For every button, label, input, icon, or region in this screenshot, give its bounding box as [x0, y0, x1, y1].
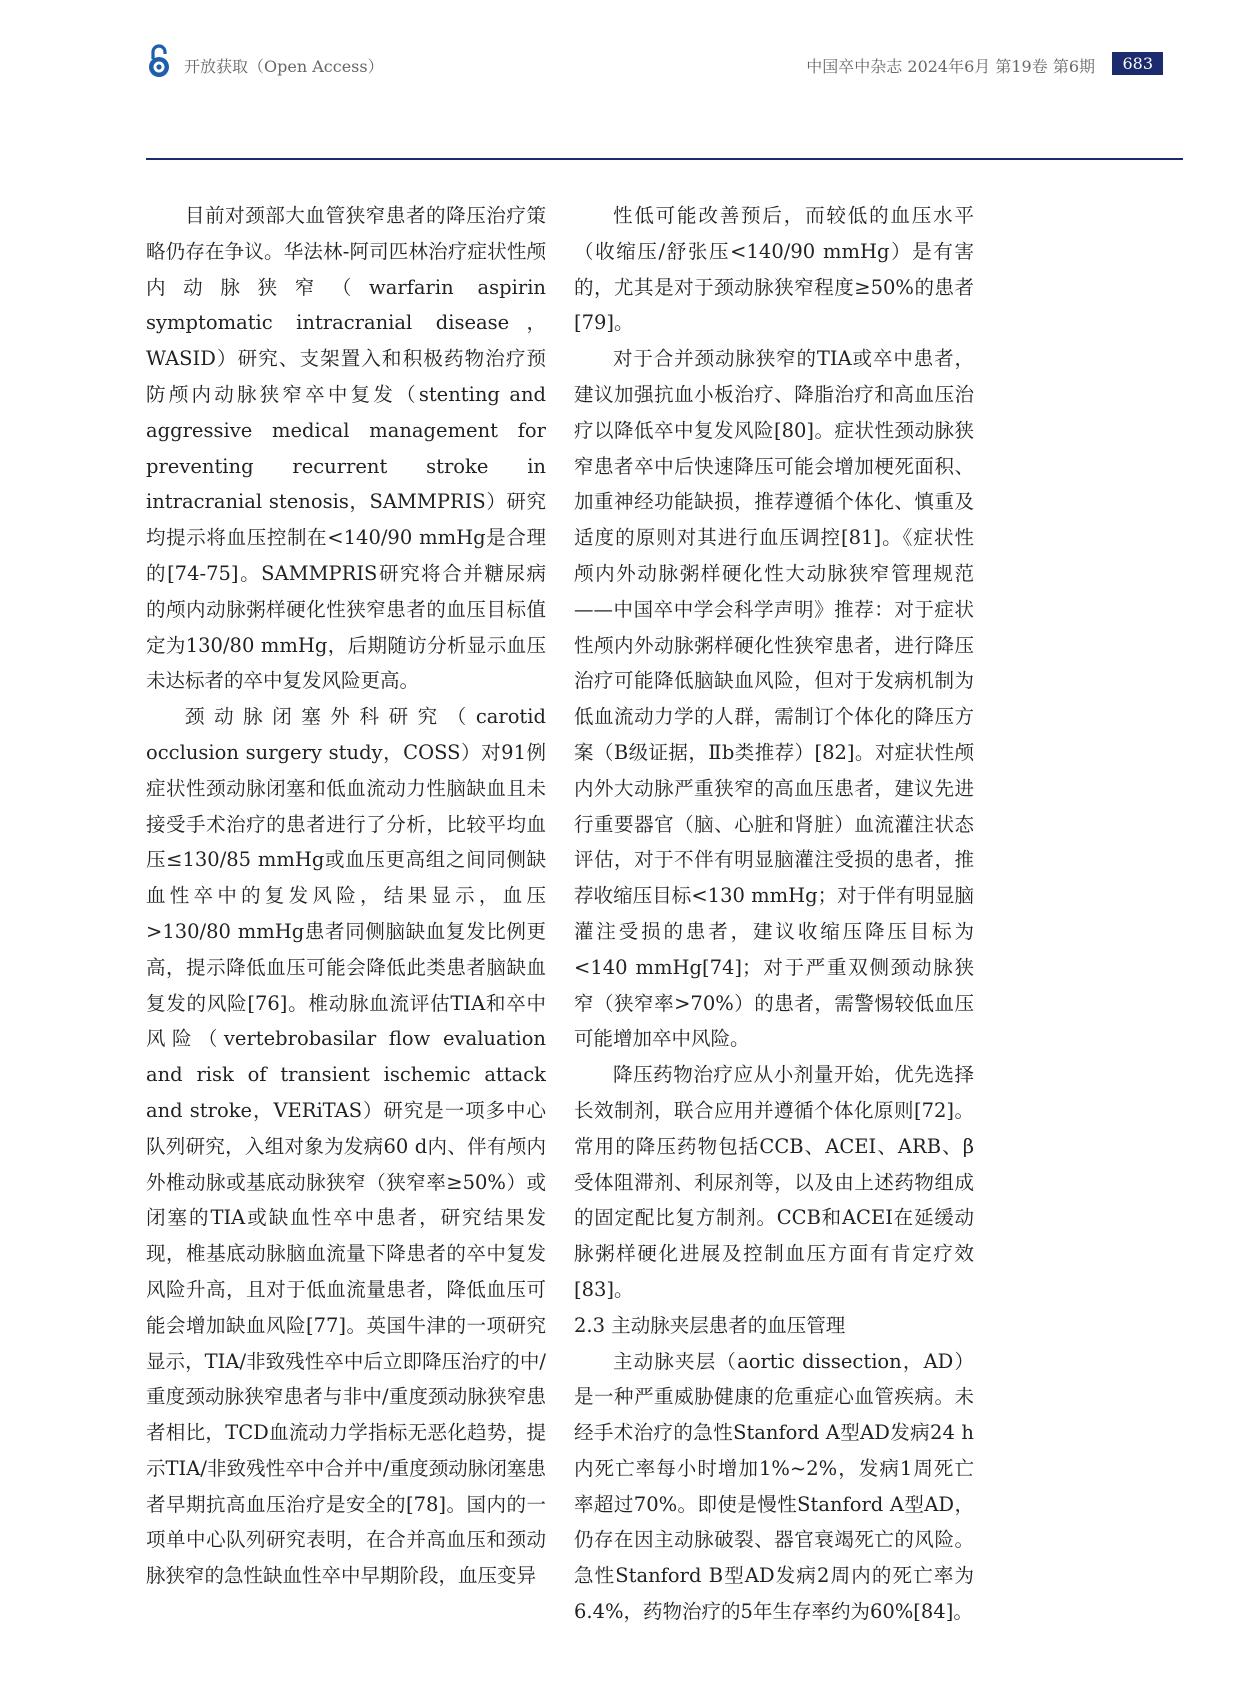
paragraph: 颈动脉闭塞外科研究（carotid occlusion surgery study，COSS）对91例症状性颈动脉闭塞和低血流动力性脑缺血且未接受手术治疗的患者进行了分析，比较平均血压≤130/85 mmHg或血压更高组之间同侧缺血性卒中的复发风险，结果显示，血压>130/80 mmHg患者同侧脑缺血复发比例更高，提示降低血压可能会降低此类患者脑缺血复发的风险[76]。椎动脉血流评估TIA和卒中风险（vertebrobasilar flow evaluation and risk of transient ischemic attack and stroke，VERiTAS）研究是一项多中心队列研究，入组对象为发病60 d内、伴有颅内外椎动脉或基底动脉狭窄（狭窄率≥50%）或闭塞的TIA或缺血性卒中患者，研究结果发现，椎基底动脉脑血流量下降患者的卒中复发风险升高，且对于低血流量患者，降低血压可能会增加缺血风险[77]。英国牛津的一项研究显示，TIA/非致残性卒中后立即降压治疗的中/重度颈动脉狭窄患者与非中/重度颈动脉狭窄患者相比，TCD血流动力学指标无恶化趋势，提示TIA/非致残性卒中合并中/重度颈动脉闭塞患者早期抗高血压治疗是安全的[78]。国内的一项单中心队列研究表明，在合并高血压和颈动脉狭窄的急性缺血性卒中早期阶段，血压变异 — [146, 705, 546, 1588]
left-column — [146, 198, 546, 1594]
right-column — [574, 198, 974, 1630]
open-access-label: 开放获取（Open Access） — [184, 57, 384, 76]
open-access-icon — [146, 43, 172, 79]
paragraph: 目前对颈部大血管狭窄患者的降压治疗策略仍存在争议。华法林-阿司匹林治疗症状性颅内动脉狭窄（warfarin aspirin symptomatic intracranial disease，WASID）研究、支架置入和积极药物治疗预防颅内动脉狭窄卒中复发（stenting and aggressive medical management for preventing recurrent stroke in intracranial stenosis，SAMMPRIS）研究均提示将血压控制在<140/90 mmHg是合理的[74-75]。SAMMPRIS研究将合并糖尿病的颅内动脉粥样硬化性狭窄患者的血压目标值定为130/80 mmHg，后期随访分析显示血压未达标者的卒中复发风险更高。 — [146, 204, 546, 693]
page-header — [0, 0, 1241, 100]
paragraph: 主动脉夹层（aortic dissection，AD）是一种严重威胁健康的危重症心血管疾病。未经手术治疗的急性Stanford A型AD发病24 h内死亡率每小时增加1%~2%，发病1周死亡率超过70%。即使是慢性Stanford A型AD，仍存在因主动脉破裂、器官衰竭死亡的风险。急性Stanford B型AD发病2周内的死亡率为6.4%，药物治疗的5年生存率约为60%[84]。 — [574, 1349, 974, 1624]
header-rule — [146, 158, 1183, 160]
paragraph: 性低可能改善预后，而较低的血压水平（收缩压/舒张压<140/90 mmHg）是有害的，尤其是对于颈动脉狭窄程度≥50%的患者[79]。 — [574, 204, 974, 335]
paragraph: 降压药物治疗应从小剂量开始，优先选择长效制剂，联合应用并遵循个体化原则[72]。常用的降压药物包括CCB、ACEI、ARB、β受体阻滞剂、利尿剂等，以及由上述药物组成的固定配比复方制剂。CCB和ACEI在延缓动脉粥样硬化进展及控制血压方面有肯定疗效[83]。 — [574, 1063, 974, 1301]
journal-info: 中国卒中杂志 2024年6月 第19卷 第6期 — [806, 57, 1095, 76]
section-heading: 2.3 主动脉夹层患者的血压管理 — [574, 1313, 846, 1337]
page-number: 683 — [1112, 52, 1163, 75]
paragraph: 对于合并颈动脉狭窄的TIA或卒中患者，建议加强抗血小板治疗、降脂治疗和高血压治疗以降低卒中复发风险[80]。症状性颈动脉狭窄患者卒中后快速降压可能会增加梗死面积、加重神经功能缺损，推荐遵循个体化、慎重及适度的原则对其进行血压调控[81]。《症状性颅内外动脉粥样硬化性大动脉狭窄管理规范——中国卒中学会科学声明》推荐：对于症状性颅内外动脉粥样硬化性狭窄患者，进行降压治疗可能降低脑缺血风险，但对于发病机制为低血流动力学的人群，需制订个体化的降压方案（B级证据，Ⅱb类推荐）[82]。对症状性颅内外大动脉严重狭窄的高血压患者，建议先进行重要器官（脑、心脏和肾脏）血流灌注状态评估，对于不伴有明显脑灌注受损的患者，推荐收缩压目标<130 mmHg；对于伴有明显脑灌注受损的患者，建议收缩压降压目标为<140 mmHg[74]；对于严重双侧颈动脉狭窄（狭窄率>70%）的患者，需警惕较低血压可能增加卒中风险。 — [574, 347, 974, 1051]
